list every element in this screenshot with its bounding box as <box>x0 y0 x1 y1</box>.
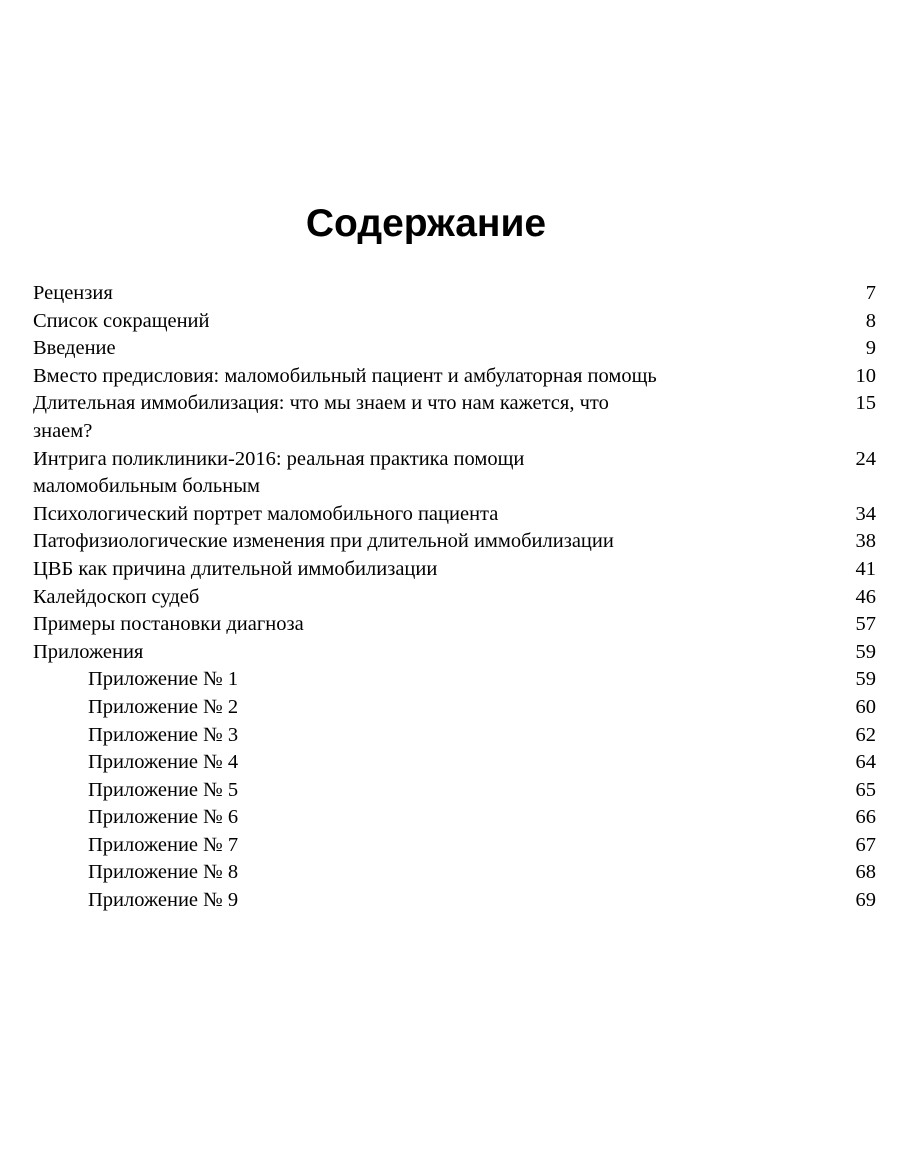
toc-subentry <box>33 666 876 694</box>
toc-subentry-label: Приложение № 9 <box>88 889 239 912</box>
toc-subentry-label: Приложение № 3 <box>88 723 239 746</box>
toc-entry-label: Патофизиологические изменения при длительной иммобилизации <box>33 530 614 553</box>
toc-subentry-page: 66 <box>855 806 876 829</box>
toc-entry <box>33 501 876 529</box>
toc-entry-label: ЦВБ как причина длительной иммобилизации <box>33 557 438 580</box>
toc-entry-page: 15 <box>855 392 876 415</box>
toc-entry <box>33 556 876 584</box>
toc-entry-label: Рецензия <box>33 282 113 304</box>
toc-entry-page: 9 <box>865 337 876 360</box>
toc-entry-page: 24 <box>855 447 876 470</box>
toc-entry-page: 38 <box>855 530 876 553</box>
toc-subentry-label: Приложение № 4 <box>88 751 239 774</box>
toc-entry <box>33 639 876 667</box>
toc-entry-label: Психологический портрет маломобильного пациента <box>33 502 499 525</box>
table-of-contents <box>33 280 876 915</box>
toc-entry <box>33 446 876 501</box>
toc-subentry-page: 59 <box>855 668 876 691</box>
page-title: Содержание <box>305 202 547 245</box>
toc-subentry-label: Приложение № 1 <box>88 668 239 691</box>
toc-entry-page: 34 <box>855 502 876 525</box>
toc-entry <box>33 528 876 556</box>
toc-entry <box>33 390 876 445</box>
toc-subentry <box>33 832 876 860</box>
toc-subentry-page: 68 <box>855 861 876 884</box>
toc-entry <box>33 335 876 363</box>
toc-entry-label: Введение <box>33 337 116 360</box>
toc-subentry-page: 64 <box>855 751 876 774</box>
toc-entry <box>33 308 876 336</box>
toc-subentry-page: 62 <box>855 723 876 746</box>
toc-entry-label: Примеры постановки диагноза <box>33 613 304 636</box>
toc-entry-label: Интрига поликлиники-2016: реальная практика помощи маломобильным больным <box>33 447 525 498</box>
toc-subentry <box>33 749 876 777</box>
toc-entry-page: 10 <box>855 364 876 387</box>
toc-entry <box>33 363 876 391</box>
toc-entry-page: 59 <box>855 640 876 663</box>
toc-entry <box>33 584 876 612</box>
toc-subentry <box>33 722 876 750</box>
toc-entry-page: 41 <box>855 557 876 580</box>
toc-subentry <box>33 694 876 722</box>
toc-subentry <box>33 777 876 805</box>
toc-entry-page: 57 <box>855 613 876 636</box>
toc-subentry-page: 60 <box>855 695 876 718</box>
toc-subentry-label: Приложение № 6 <box>88 806 239 829</box>
toc-entry-label: Калейдоскоп судеб <box>33 585 200 608</box>
toc-subentry-page: 69 <box>855 889 876 912</box>
toc-subentry-label: Приложение № 7 <box>88 833 239 856</box>
toc-entry <box>33 611 876 639</box>
toc-subentry <box>33 887 876 915</box>
toc-subentry-label: Приложение № 8 <box>88 861 239 884</box>
toc-entry-label: Вместо предисловия: маломобильный пациент и амбулаторная помощь <box>33 364 657 387</box>
toc-entry-label: Список сокращений <box>33 309 210 332</box>
toc-subentry <box>33 859 876 887</box>
toc-entry-page: 46 <box>855 585 876 608</box>
toc-entry <box>33 280 876 308</box>
toc-subentry-page: 67 <box>855 833 876 856</box>
toc-subentry-page: 65 <box>855 778 876 801</box>
toc-entry-label: Длительная иммобилизация: что мы знаем и что нам кажется, что знаем? <box>33 392 609 442</box>
toc-entry-label: Приложения <box>33 640 144 663</box>
toc-subentry-label: Приложение № 5 <box>88 778 239 801</box>
toc-entry-page: 7 <box>865 282 876 304</box>
toc-entry-page: 8 <box>865 309 876 332</box>
toc-subentry-label: Приложение № 2 <box>88 695 239 718</box>
toc-subentry <box>33 804 876 832</box>
